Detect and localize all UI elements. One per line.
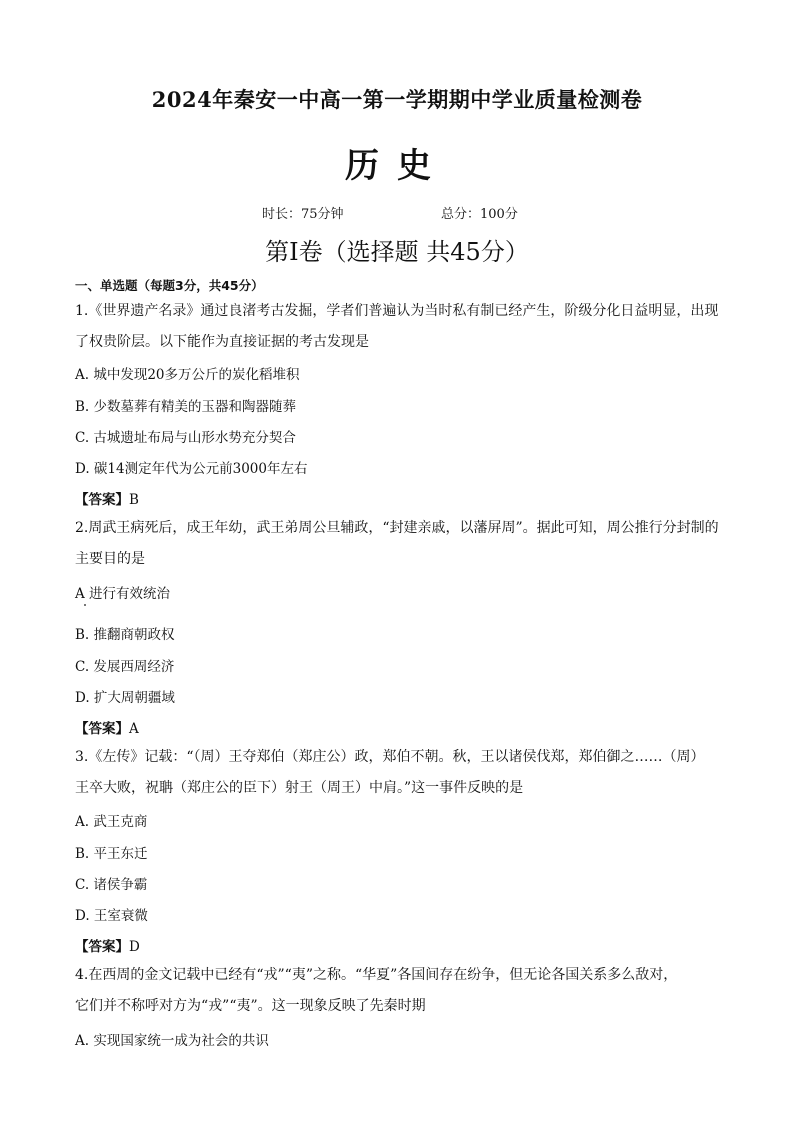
question-1-stem xyxy=(75,296,718,358)
question-2-answer xyxy=(75,717,139,737)
question-2-option-b: B. 推翻商朝政权 xyxy=(75,627,175,643)
question-3-option-d: D. 王室衰微 xyxy=(75,908,148,924)
question-3-stem xyxy=(75,742,705,804)
section-heading: 第Ⅰ卷（选择题 共45分） xyxy=(265,238,529,266)
subject-title: 历史 xyxy=(345,146,449,186)
answer-tag: 【答案】 xyxy=(75,492,129,508)
question-4-stem xyxy=(75,960,677,1022)
answer-value: B xyxy=(129,492,139,508)
exam-title: 2024年秦安一中高一第一学期期中学业质量检测卷 xyxy=(151,87,643,112)
question-1-option-c: C. 古城遗址布局与山形水势充分契合 xyxy=(75,430,296,446)
exam-duration: 时长：75分钟 xyxy=(262,207,344,222)
question-2-option-a: A 进行有效统治 xyxy=(75,586,171,602)
answer-tag: 【答案】 xyxy=(75,721,129,737)
stem-line: 3.《左传》记载：“（周）王夺郑伯（郑庄公）政，郑伯不朝。秋，王以诸侯伐郑，郑伯御之……（周） xyxy=(75,749,705,765)
question-1-option-a: A. 城中发现20多万公斤的炭化稻堆积 xyxy=(75,367,300,383)
question-3-option-c: C. 诸侯争霸 xyxy=(75,877,148,893)
stem-line: 2.周武王病死后，成王年幼，武王弟周公旦辅政，“封建亲戚，以藩屏周”。据此可知，周公推行分封制的 xyxy=(75,520,719,536)
question-2-stem xyxy=(75,513,719,575)
question-1-answer xyxy=(75,488,139,508)
question-2-option-d: D. 扩大周朝疆域 xyxy=(75,690,175,706)
stray-mark xyxy=(84,604,86,606)
question-3-option-a: A. 武王克商 xyxy=(75,814,148,830)
stem-line: 主要目的是 xyxy=(75,551,145,567)
question-1-option-b: B. 少数墓葬有精美的玉器和陶器随葬 xyxy=(75,399,297,415)
question-3-option-b: B. 平王东迁 xyxy=(75,846,148,862)
question-4-option-a: A. 实现国家统一成为社会的共识 xyxy=(75,1033,269,1049)
stem-line: 王卒大败，祝聃（郑庄公的臣下）射王（周王）中肩。”这一事件反映的是 xyxy=(75,780,524,796)
stem-line: 它们并不称呼对方为“戎”“夷”。这一现象反映了先秦时期 xyxy=(75,998,426,1014)
part-heading: 一、单选题（每题3分，共45分） xyxy=(75,278,264,293)
exam-total-score: 总分：100分 xyxy=(441,207,518,222)
answer-value: A xyxy=(129,721,139,737)
question-2-option-c: C. 发展西周经济 xyxy=(75,659,175,675)
stem-line: 4.在西周的金文记载中已经有“戎”“夷”之称。“华夏”各国间存在纷争，但无论各国关系多么敌对， xyxy=(75,967,678,983)
answer-tag: 【答案】 xyxy=(75,939,129,955)
question-3-answer xyxy=(75,935,140,955)
question-1-option-d: D. 碳14测定年代为公元前3000年左右 xyxy=(75,461,308,477)
stem-line: 1.《世界遗产名录》通过良渚考古发掘，学者们普遍认为当时私有制已经产生，阶级分化日益明显，出现 xyxy=(75,303,719,319)
stem-line: 了权贵阶层。以下能作为直接证据的考古发现是 xyxy=(75,334,369,350)
answer-value: D xyxy=(129,939,140,955)
